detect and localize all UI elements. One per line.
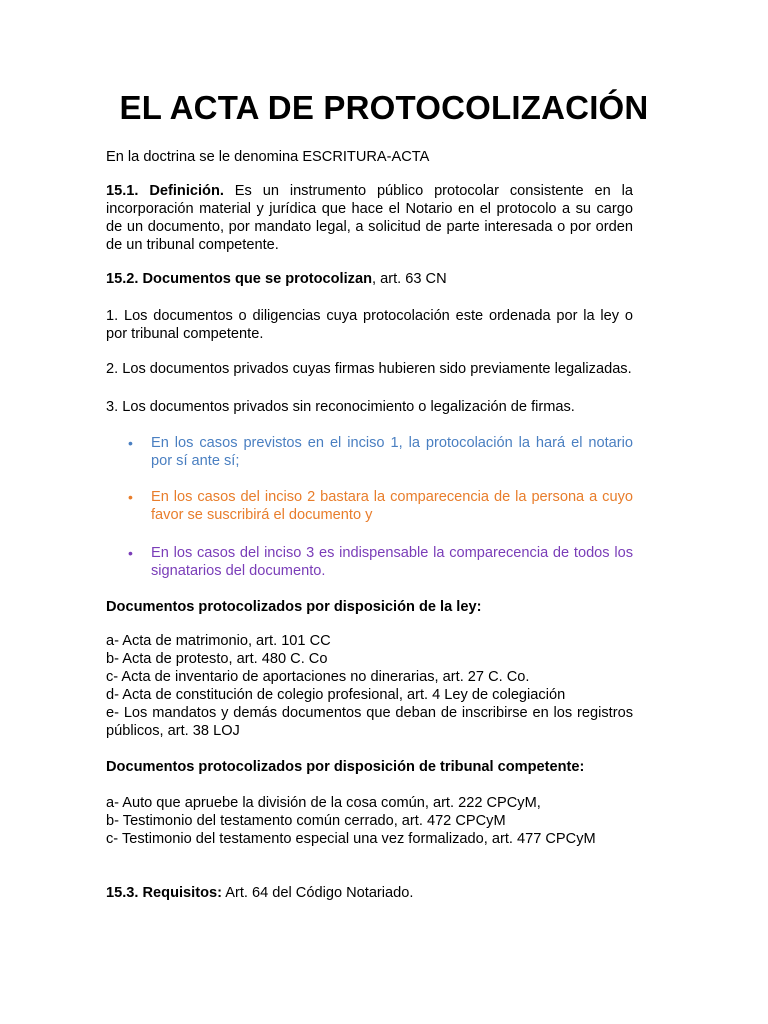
requirements-text: Art. 64 del Código Notariado.: [221, 885, 414, 901]
documents-heading-line: [106, 270, 447, 288]
documents-item-1: 1. Los documentos o diligencias cuya protocolación este ordenada por la ley o por tribunal competente.: [106, 308, 633, 342]
bullet-item-2: En los casos del inciso 2 bastara la comparecencia de la persona a cuyo favor se suscribirá el documento y: [151, 489, 633, 523]
page-title: EL ACTA DE PROTOCOLIZACIÓN: [119, 89, 649, 126]
bullet-item-1: En los casos previstos en el inciso 1, la protocolación la hará el notario por sí ante sí;: [151, 435, 633, 469]
list-item: a- Acta de matrimonio, art. 101 CC: [106, 633, 331, 649]
bullet-item-3: En los casos del inciso 3 es indispensable la comparecencia de todos los signatarios del documento.: [151, 545, 633, 579]
requirements-line: [106, 884, 413, 902]
law-list: [106, 632, 633, 740]
list-item: d- Acta de constitución de colegio profesional, art. 4 Ley de colegiación: [106, 687, 566, 703]
definition-text: Es un instrumento público protocolar consistente en la incorporación material y jurídica que hace el Notario en el protocolo a su cargo de un documento, por mandato legal, a solicitud de parte interesada o por orden de un tribunal competente.: [106, 183, 633, 253]
definition-heading: 15.1. Definición.: [106, 183, 224, 199]
law-heading: Documentos protocolizados por disposición de la ley:: [106, 599, 482, 615]
list-item: c- Testimonio del testamento especial una vez formalizado, art. 477 CPCyM: [106, 831, 596, 847]
documents-item-3: 3. Los documentos privados sin reconocimiento o legalización de firmas.: [106, 399, 575, 415]
list-item: a- Auto que apruebe la división de la cosa común, art. 222 CPCyM,: [106, 795, 541, 811]
intro-line: En la doctrina se le denomina ESCRITURA-ACTA: [106, 149, 430, 165]
definition-paragraph: [106, 182, 633, 254]
list-item: e- Los mandatos y demás documentos que deban de inscribirse en los registros públicos, art. 38 LOJ: [106, 705, 633, 739]
list-item: b- Testimonio del testamento común cerrado, art. 472 CPCyM: [106, 813, 506, 829]
documents-item-2: 2. Los documentos privados cuyas firmas hubieren sido previamente legalizadas.: [106, 361, 632, 377]
bullet-dot-icon: •: [128, 435, 133, 451]
requirements-heading: 15.3. Requisitos:: [106, 885, 222, 901]
tribunal-list: [106, 794, 596, 848]
bullet-dot-icon: •: [128, 545, 133, 561]
documents-heading: 15.2. Documentos que se protocolizan: [106, 271, 372, 287]
bullet-dot-icon: •: [128, 489, 133, 505]
tribunal-heading: Documentos protocolizados por disposición de tribunal competente:: [106, 759, 585, 775]
list-item: b- Acta de protesto, art. 480 C. Co: [106, 651, 328, 667]
list-item: c- Acta de inventario de aportaciones no dinerarias, art. 27 C. Co.: [106, 669, 530, 685]
documents-ref: , art. 63 CN: [372, 271, 447, 287]
